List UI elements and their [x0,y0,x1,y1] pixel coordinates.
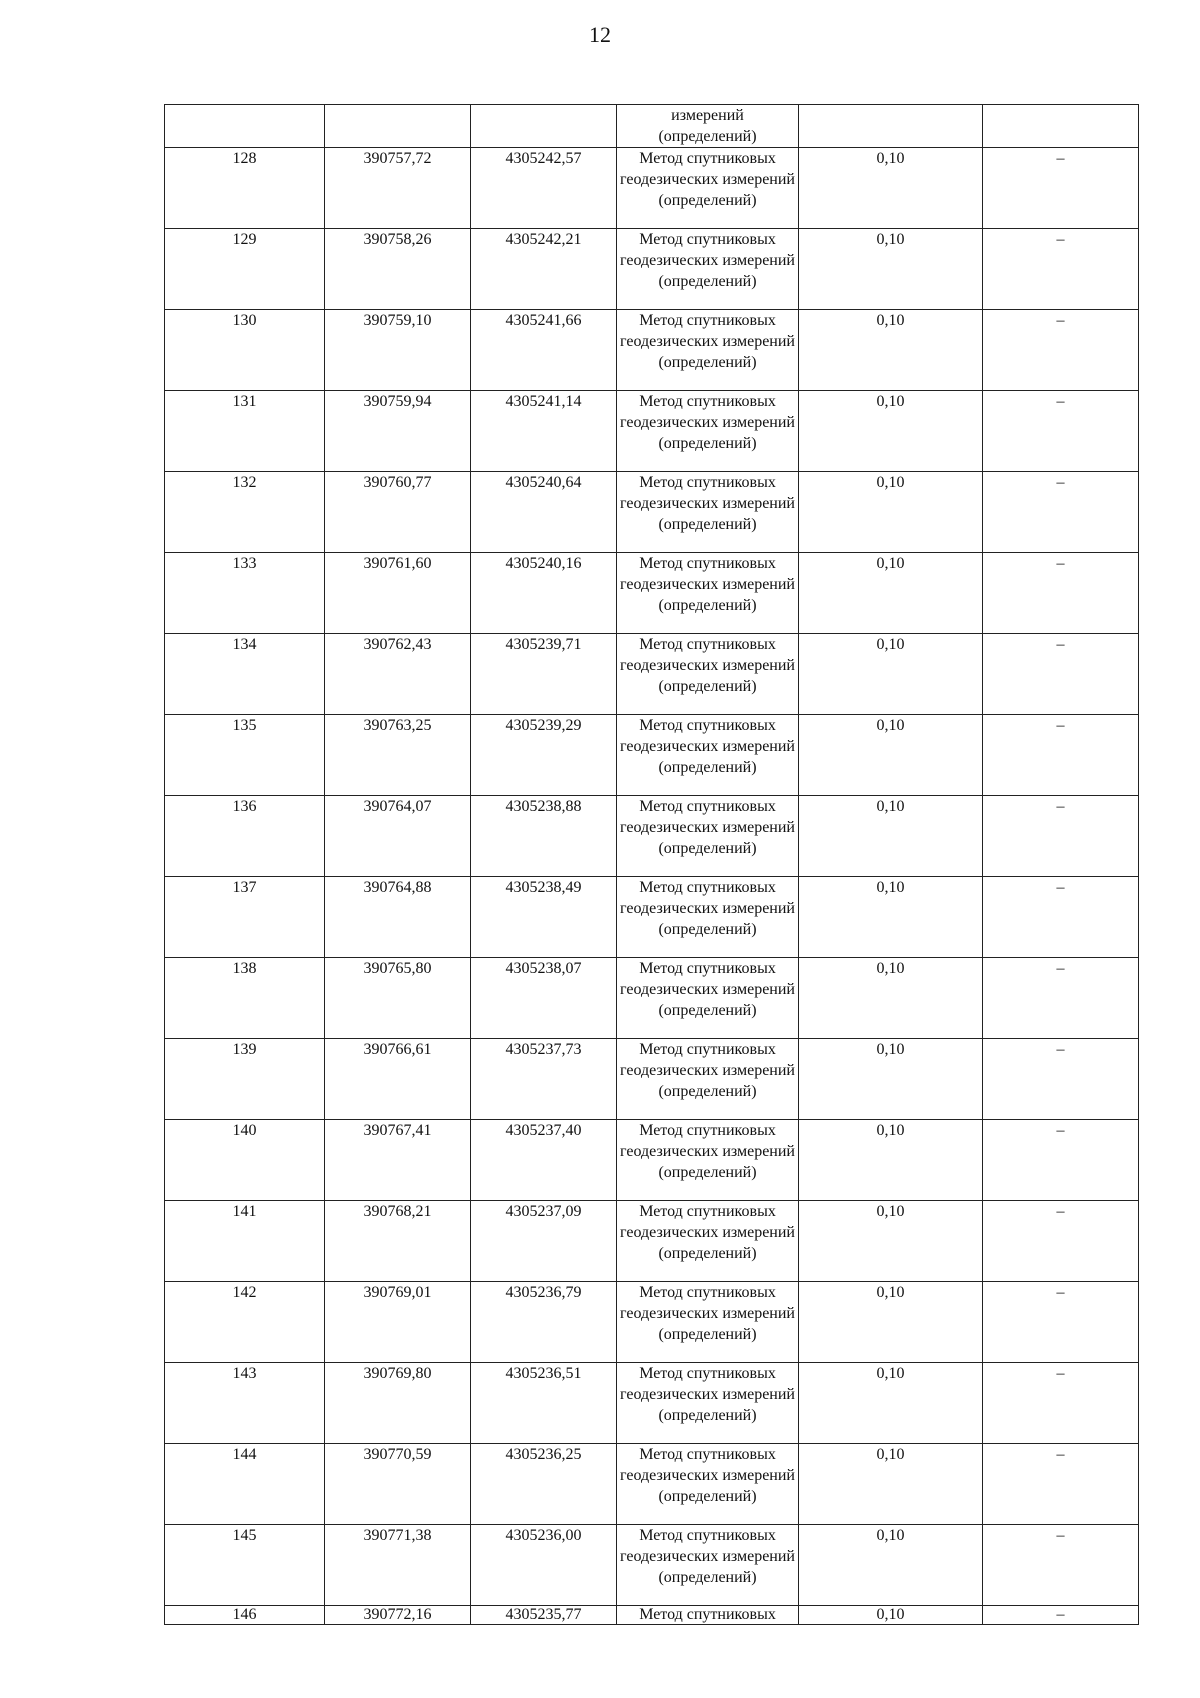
table-row [165,310,1139,391]
cell-number: 141 [165,1201,325,1282]
cell-y: 4305236,79 [471,1282,617,1363]
table-row [165,1201,1139,1282]
cell-note: – [983,1282,1139,1363]
table-row [165,958,1139,1039]
table-row [165,472,1139,553]
cell-accuracy: 0,10 [799,1039,983,1120]
cell-x: 390759,94 [325,391,471,472]
cell-x: 390765,80 [325,958,471,1039]
cell-number: 136 [165,796,325,877]
table-row [165,1444,1139,1525]
cell-note: – [983,1363,1139,1444]
table-row [165,715,1139,796]
cell-accuracy: 0,10 [799,391,983,472]
cell-number: 138 [165,958,325,1039]
table-row [165,1120,1139,1201]
cell-accuracy: 0,10 [799,1363,983,1444]
cell-accuracy: 0,10 [799,958,983,1039]
cell-y: 4305236,25 [471,1444,617,1525]
table-row [165,391,1139,472]
cell-y: 4305239,71 [471,634,617,715]
cell-note: – [983,958,1139,1039]
cell-accuracy: 0,10 [799,229,983,310]
cell-accuracy: 0,10 [799,1120,983,1201]
cell-x: 390769,80 [325,1363,471,1444]
table-row [165,1039,1139,1120]
cell-method: измерений (определений) [617,105,799,148]
cell-x: 390757,72 [325,148,471,229]
cell-x: 390760,77 [325,472,471,553]
coordinates-table [164,104,1139,1625]
table-row-continuation [165,105,1139,148]
cell-accuracy: 0,10 [799,310,983,391]
cell-accuracy: 0,10 [799,1525,983,1606]
cell-accuracy: 0,10 [799,1444,983,1525]
cell-method: Метод спутниковых геодезических измерений (определений) [617,1525,799,1606]
cell-x: 390764,88 [325,877,471,958]
cell-y: 4305241,14 [471,391,617,472]
cell-method: Метод спутниковых геодезических измерений (определений) [617,1120,799,1201]
cell-number: 131 [165,391,325,472]
cell-method: Метод спутниковых геодезических измерений (определений) [617,634,799,715]
table-row [165,1525,1139,1606]
table-row [165,1363,1139,1444]
cell-y: 4305236,51 [471,1363,617,1444]
cell-method: Метод спутниковых геодезических измерений (определений) [617,148,799,229]
cell-note: – [983,715,1139,796]
cell-note: – [983,1201,1139,1282]
cell-accuracy: 0,10 [799,1606,983,1625]
cell-x: 390761,60 [325,553,471,634]
table-row [165,1282,1139,1363]
cell-y: 4305242,57 [471,148,617,229]
cell-x: 390766,61 [325,1039,471,1120]
cell-method: Метод спутниковых геодезических измерений (определений) [617,796,799,877]
cell-x: 390764,07 [325,796,471,877]
cell-number: 129 [165,229,325,310]
cell-note: – [983,877,1139,958]
cell-number: 143 [165,1363,325,1444]
cell-method: Метод спутниковых геодезических измерений (определений) [617,229,799,310]
table-row [165,229,1139,310]
cell-accuracy: 0,10 [799,634,983,715]
cell-method: Метод спутниковых геодезических измерений (определений) [617,391,799,472]
cell-accuracy: 0,10 [799,877,983,958]
cell-note: – [983,1525,1139,1606]
cell-number: 134 [165,634,325,715]
cell-method: Метод спутниковых геодезических измерений (определений) [617,1444,799,1525]
cell-method: Метод спутниковых геодезических измерений (определений) [617,958,799,1039]
cell-method: Метод спутниковых [617,1606,799,1625]
cell-note: – [983,148,1139,229]
cell-x: 390772,16 [325,1606,471,1625]
cell-y: 4305236,00 [471,1525,617,1606]
cell-accuracy: 0,10 [799,1282,983,1363]
cell-method: Метод спутниковых геодезических измерений (определений) [617,553,799,634]
cell-number: 133 [165,553,325,634]
cell-y: 4305238,49 [471,877,617,958]
cell-x: 390769,01 [325,1282,471,1363]
table-row [165,553,1139,634]
cell-x: 390768,21 [325,1201,471,1282]
cell-number: 132 [165,472,325,553]
cell-y: 4305237,73 [471,1039,617,1120]
cell-method: Метод спутниковых геодезических измерений (определений) [617,877,799,958]
cell-accuracy: 0,10 [799,715,983,796]
cell-x [325,105,471,148]
cell-y: 4305240,64 [471,472,617,553]
cell-x: 390771,38 [325,1525,471,1606]
table-row [165,148,1139,229]
cell-x: 390758,26 [325,229,471,310]
cell-method: Метод спутниковых геодезических измерений (определений) [617,1201,799,1282]
cell-number: 128 [165,148,325,229]
cell-y: 4305240,16 [471,553,617,634]
cell-accuracy: 0,10 [799,1201,983,1282]
cell-y: 4305237,09 [471,1201,617,1282]
cell-method: Метод спутниковых геодезических измерений (определений) [617,1363,799,1444]
cell-accuracy: 0,10 [799,796,983,877]
cell-x: 390770,59 [325,1444,471,1525]
table-row [165,796,1139,877]
cell-note [983,105,1139,148]
cell-y: 4305235,77 [471,1606,617,1625]
cell-y: 4305242,21 [471,229,617,310]
cell-number: 135 [165,715,325,796]
cell-y [471,105,617,148]
cell-note: – [983,796,1139,877]
page-number: 12 [589,22,611,47]
cell-x: 390762,43 [325,634,471,715]
cell-accuracy: 0,10 [799,472,983,553]
cell-number: 140 [165,1120,325,1201]
cell-number: 146 [165,1606,325,1625]
cell-note: – [983,1120,1139,1201]
cell-x: 390767,41 [325,1120,471,1201]
cell-note: – [983,472,1139,553]
cell-number [165,105,325,148]
cell-method: Метод спутниковых геодезических измерений (определений) [617,1282,799,1363]
cell-note: – [983,553,1139,634]
table-row [165,1606,1139,1625]
cell-number: 142 [165,1282,325,1363]
cell-method: Метод спутниковых геодезических измерений (определений) [617,310,799,391]
cell-note: – [983,634,1139,715]
cell-note: – [983,1444,1139,1525]
cell-number: 137 [165,877,325,958]
cell-accuracy: 0,10 [799,148,983,229]
cell-number: 139 [165,1039,325,1120]
cell-y: 4305238,07 [471,958,617,1039]
cell-x: 390763,25 [325,715,471,796]
cell-method: Метод спутниковых геодезических измерений (определений) [617,1039,799,1120]
table-row [165,877,1139,958]
cell-method: Метод спутниковых геодезических измерений (определений) [617,472,799,553]
cell-note: – [983,1039,1139,1120]
cell-number: 145 [165,1525,325,1606]
cell-y: 4305241,66 [471,310,617,391]
cell-y: 4305238,88 [471,796,617,877]
cell-accuracy: 0,10 [799,553,983,634]
cell-number: 144 [165,1444,325,1525]
cell-note: – [983,391,1139,472]
table-body [165,105,1139,1625]
cell-y: 4305237,40 [471,1120,617,1201]
cell-note: – [983,229,1139,310]
cell-x: 390759,10 [325,310,471,391]
cell-note: – [983,310,1139,391]
cell-method: Метод спутниковых геодезических измерений (определений) [617,715,799,796]
cell-note: – [983,1606,1139,1625]
cell-accuracy [799,105,983,148]
table-row [165,634,1139,715]
cell-y: 4305239,29 [471,715,617,796]
cell-number: 130 [165,310,325,391]
